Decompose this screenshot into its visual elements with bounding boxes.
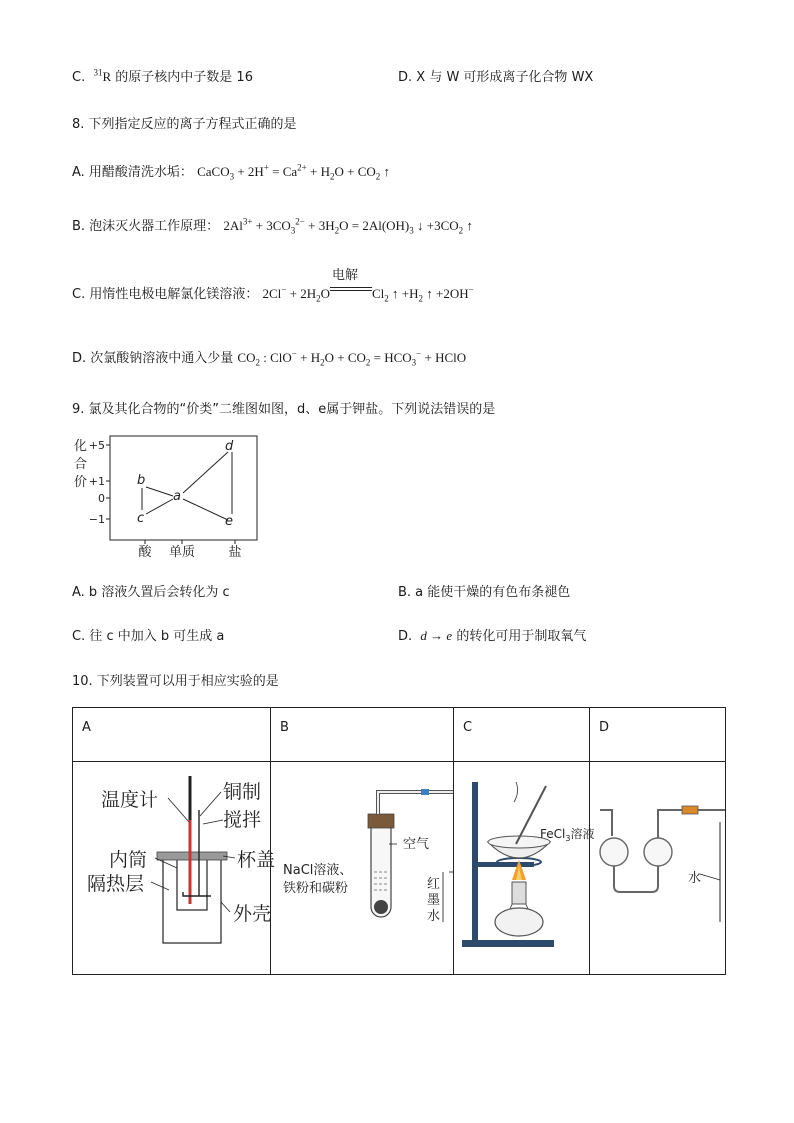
line-a-e (183, 499, 228, 520)
line-a-d (183, 452, 228, 493)
apparatus-c-cell (454, 762, 595, 975)
header-b: B (271, 708, 454, 762)
ytick-minus1: −1 (88, 513, 105, 526)
q9-stem: 9. 氯及其化合物的“价类”二维图如图，d、e属于钾盐。下列说法错误的是 (72, 402, 496, 417)
q8-option-d: D. 次氯酸钠溶液中通入少量 $CO_2$ : $ClO^- + H_2O + CO_2 = HCO_3^-$ + HClO (72, 348, 467, 368)
xtick-element: 单质 (168, 545, 196, 560)
d-to-e-expression: d → e (420, 628, 453, 643)
q10-stem: 10. 下列装置可以用于相应实验的是 (72, 674, 279, 689)
ytick-plus1: +1 (88, 475, 105, 488)
u-tube-diagram (590, 762, 725, 974)
label-cup-lid: 杯盖 (237, 849, 276, 871)
label-outer-shell: 外壳 (233, 903, 272, 925)
q8-option-c: C. 用惰性电极电解氯化镁溶液： $2Cl^- + 2H_2O$ 电解 $Cl_2$ ↑ $+H_2$ ↑ +2OH− (72, 283, 474, 302)
label-fecl3: FeCl$_3$溶液 (540, 827, 595, 843)
xtick-acid: 酸 (138, 545, 152, 560)
label-ink: 墨 (427, 893, 441, 908)
ytick-plus5: +5 (88, 439, 105, 452)
apparatus-a-cell (73, 762, 276, 975)
point-a: a (173, 489, 181, 504)
label-iron-carbon-powder: 铁粉和碳粉 (283, 881, 349, 896)
header-c: C (454, 708, 590, 762)
label-thermometer: 温度计 (101, 789, 159, 811)
q8-option-a-equation: CaCO$_3$ + $2H^+ = Ca^{2+} + H_2O + CO_2$ ↑ (197, 162, 391, 182)
ylabel-char-2: 合 (74, 457, 88, 472)
q8-option-a: A. 用醋酸清洗水垢： CaCO$_3$ + $2H^+ = Ca^{2+} + H_2O + CO_2$ ↑ (72, 162, 391, 182)
ytick-zero: 0 (98, 492, 105, 505)
label-red: 红 (427, 877, 441, 892)
q7-option-d: D. X 与 W 可形成离子化合物 WX (398, 70, 594, 85)
evaporation-diagram (454, 762, 595, 974)
electrolysis-condition: 电解 (331, 268, 358, 283)
point-c: c (137, 511, 145, 526)
point-e: e (225, 514, 233, 529)
apparatus-table (72, 707, 726, 975)
apparatus-b-cell (271, 762, 454, 975)
q9-option-a: A. b 溶液久置后会转化为 c (72, 585, 230, 600)
q8-stem: 8. 下列指定反应的离子方程式正确的是 (72, 117, 297, 132)
q8-option-b: B. 泡沫灭火器工作原理： $2Al^{3+} + 3CO_3^{2-} + 3H_2O = 2Al(OH)_3$ ↓ $+3CO_2$ ↑ (72, 216, 473, 236)
q9-option-d: D. d → e 的转化可用于制取氧气 (398, 628, 587, 644)
point-b: b (137, 473, 146, 488)
label-nacl-solution: NaCl溶液、 (283, 863, 353, 878)
label-air: 空气 (403, 837, 430, 852)
apparatus-d-cell (590, 762, 726, 975)
q8-option-c-equation: $2Cl^- + 2H_2O$ 电解 $Cl_2$ ↑ $+H_2$ ↑ +2OH− (262, 286, 473, 301)
corrosion-tube-diagram (271, 762, 453, 974)
valence-class-diagram (70, 432, 260, 562)
q7-option-c: C. $^{31}$R 的原子核内中子数是 16 (72, 67, 253, 85)
label-insulation: 隔热层 (87, 873, 145, 895)
q8-option-b-equation: $2Al^{3+} + 3CO_3^{2-} + 3H_2O = 2Al(OH)_3$ ↓ $+3CO_2$ ↑ (223, 216, 473, 236)
line-b-a (146, 487, 173, 496)
ylabel-char-1: 化 (74, 439, 88, 454)
line-c-a (146, 499, 173, 514)
xtick-salt: 盐 (228, 545, 242, 560)
label-inner-cylinder: 内筒 (109, 849, 148, 871)
calorimeter-diagram (73, 762, 276, 974)
label-water-d: 水 (688, 871, 702, 886)
label-water: 水 (427, 909, 441, 924)
plot-frame (110, 436, 257, 540)
label-stirrer: 搅拌 (223, 809, 262, 831)
q8-option-d-equation: $CO_2$ : $ClO^- + H_2O + CO_2 = HCO_3^-$ + HClO (237, 348, 467, 368)
q9-option-b: B. a 能使干燥的有色布条褪色 (398, 585, 571, 600)
label-copper: 铜制 (223, 781, 262, 803)
point-d: d (225, 439, 234, 454)
q9-option-c: C. 往 c 中加入 b 可生成 a (72, 629, 225, 644)
header-a: A (73, 708, 271, 762)
ylabel-char-3: 价 (74, 475, 88, 490)
header-d: D (590, 708, 726, 762)
